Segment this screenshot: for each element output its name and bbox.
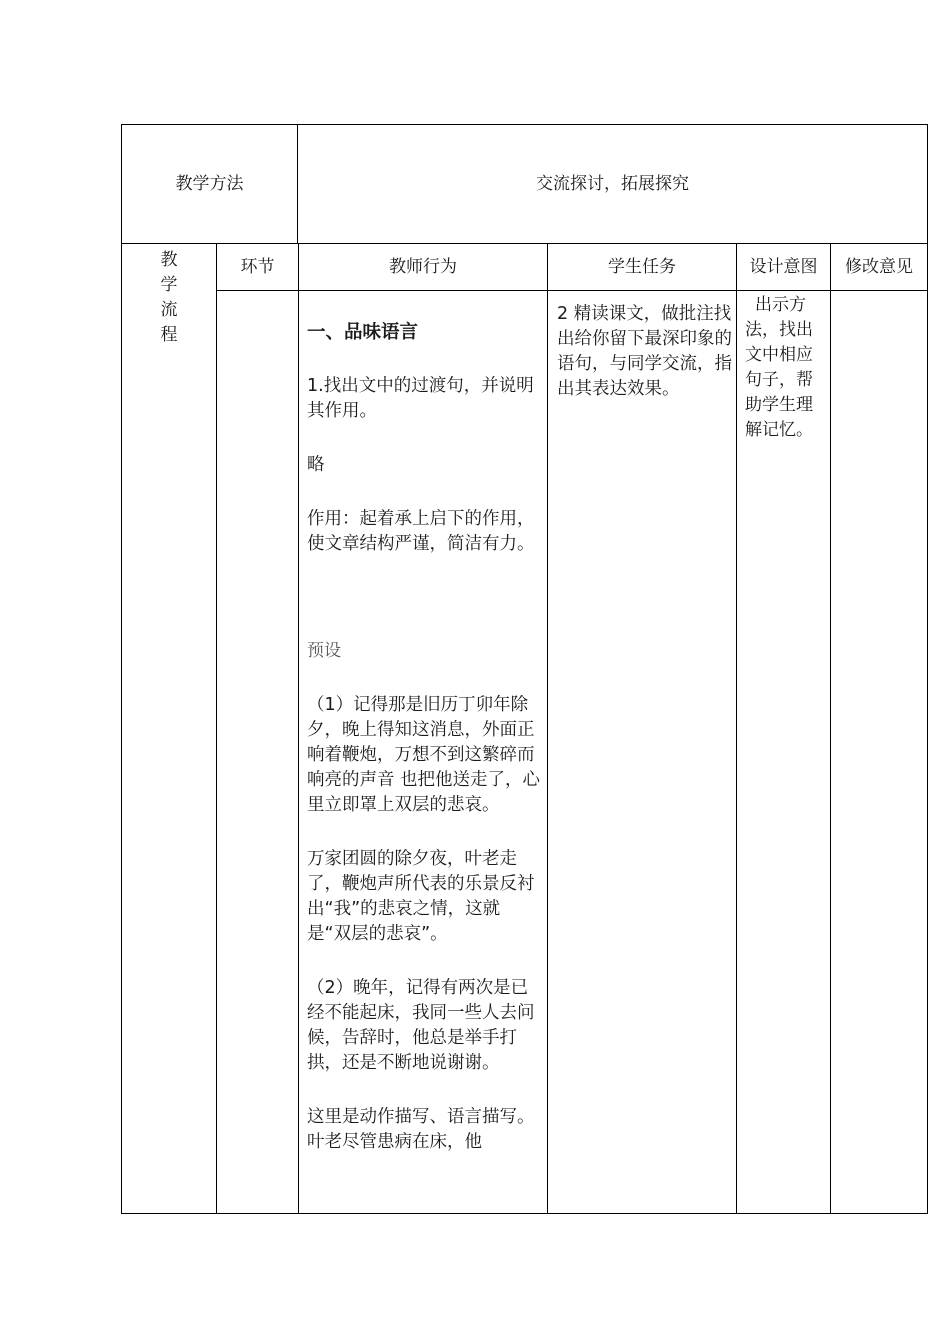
process-label-char: 流 <box>160 300 178 320</box>
col-divider-teacher <box>547 243 548 1214</box>
task-paragraph: 略 <box>307 455 325 475</box>
col-divider-design <box>830 243 831 1214</box>
col-header-revision: 修改意见 <box>845 257 913 277</box>
student-task: 2 精读课文，做批注找出给你留下最深印象的语句，与同学交流，指出其表达效果。 <box>557 304 732 399</box>
col-header-student: 学生任务 <box>608 257 676 277</box>
method-label: 教学方法 <box>175 174 244 194</box>
method-value: 交流探讨，拓展探究 <box>536 174 689 194</box>
section-heading: 一、品味语言 <box>307 322 419 343</box>
col-header-section: 环节 <box>240 257 275 277</box>
table-border-bottom <box>121 1213 928 1214</box>
preset-paragraph: 这里是动作描写、语言描写。叶老尽管患病在床，他 <box>307 1107 535 1152</box>
table-border-left <box>121 124 122 1214</box>
process-label-char: 教 <box>160 250 178 270</box>
design-intent: 出示方法，找出文中相应句子，帮助学生理解记忆。 <box>745 295 813 440</box>
table-border-top <box>121 124 928 125</box>
col-divider-student <box>736 243 737 1214</box>
header-row-divider <box>216 290 928 291</box>
preset-paragraph: 万家团圆的除夕夜，叶老走了，鞭炮声所代表的乐景反衬出“我”的悲哀之情，这就是“双层的悲哀”。 <box>307 849 535 944</box>
preset-paragraph: （1）记得那是旧历丁卯年除夕，晚上得知这消息，外面正响着鞭炮，万想不到这繁碎而响亮的声音 也把他送走了，心里立即罩上双层的悲哀。 <box>307 695 541 815</box>
table-border-right <box>927 124 928 1214</box>
process-label-char: 程 <box>160 325 178 345</box>
col-divider-section <box>298 243 299 1214</box>
col-header-teacher: 教师行为 <box>389 257 457 277</box>
teacher-content <box>307 320 543 1184</box>
process-label <box>159 248 179 348</box>
process-label-char: 学 <box>160 275 178 295</box>
method-row-divider <box>121 243 928 244</box>
preset-paragraph: （2）晚年，记得有两次是已经不能起床，我同一些人去问候，告辞时，他总是举手打拱，还是不断地说谢谢。 <box>307 978 535 1073</box>
col-header-design: 设计意图 <box>749 257 818 277</box>
col-divider-process <box>216 243 217 1214</box>
preset-label: 预设 <box>307 641 341 661</box>
task-paragraph: 1.找出文中的过渡句，并说明其作用。 <box>307 376 534 421</box>
task-paragraph: 作用：起着承上启下的作用，使文章结构严谨，简洁有力。 <box>307 509 535 554</box>
